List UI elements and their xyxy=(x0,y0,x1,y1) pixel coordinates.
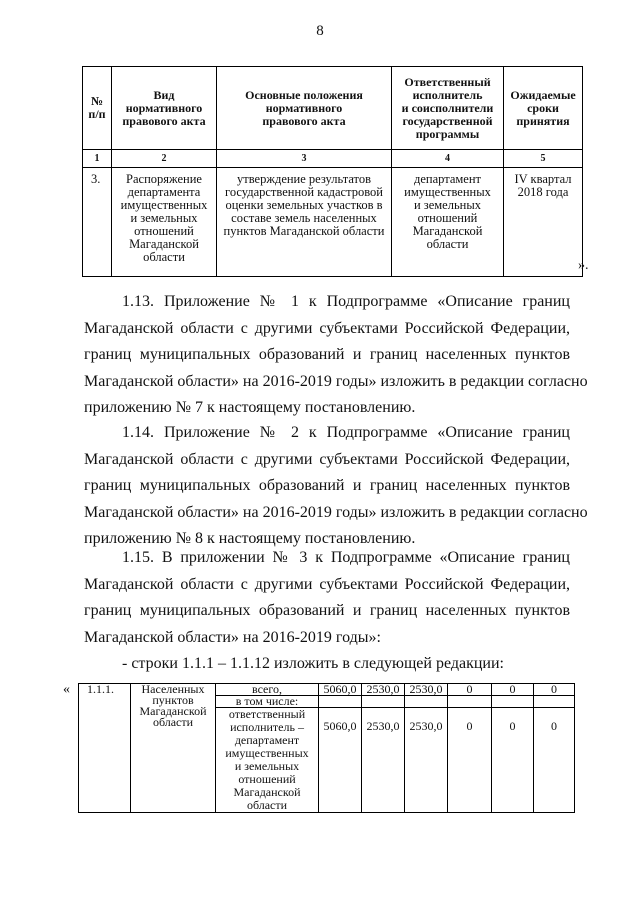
header-act-type: Вид нормативного правового акта xyxy=(112,67,217,150)
header-provisions: Основные положения нормативного правового акта xyxy=(217,67,392,150)
header-executor: Ответственный исполнитель и соисполнители государственной программы xyxy=(392,67,504,150)
paragraph-lines-instruction: - строки 1.1.1 – 1.1.12 изложить в следующей редакции: xyxy=(122,655,504,672)
page-number: 8 xyxy=(316,23,324,39)
table-row xyxy=(83,168,583,277)
table-row: 1.1.1. Населенных пунктов Магаданской области всего, 5060,0 2530,0 2530,0 0 0 0 xyxy=(79,684,575,696)
row-label-including: в том числе: xyxy=(216,696,319,708)
funding-table xyxy=(78,683,575,813)
header-term: Ожидаемые сроки принятия xyxy=(504,67,583,150)
row-label-total: всего, xyxy=(216,684,319,696)
paragraph-1-15: 1.15. В приложении № 3 к Подпрограмме «Описание границ Магаданской области с другими субъектами Российской Федерации, границ муниципальных образований и границ населенных пунктов Магаданской области» на 2016-2019 годы»: xyxy=(84,549,570,646)
row-term: IV квартал 2018 года xyxy=(504,168,583,277)
closing-quote-mark: ». xyxy=(578,258,589,273)
paragraph-1-13: 1.13. Приложение № 1 к Подпрограмме «Описание границ Магаданской области с другими субъектами Российской Федерации, границ муниципальных образований и границ населенных пунктов Магаданской области» на 2016-2019 годы» изложить в редакции согласно приложению № 7 к настоящему постановлению. xyxy=(84,293,588,416)
row-provisions: утверждение результатов государственной кадастровой оценки земельных участков в составе земель населенных пунктов Магаданской области xyxy=(217,168,392,277)
column-number-row: 1 2 3 4 5 xyxy=(83,150,583,168)
row-act-type: Распоряжение департамента имущественных и земельных отношений Магаданской области xyxy=(112,168,217,277)
table-header-row xyxy=(83,67,583,150)
header-number: № п/п xyxy=(83,67,112,150)
row-number: 3. xyxy=(83,168,112,277)
row-code: 1.1.1. xyxy=(79,684,131,813)
row-label-executor: ответственный исполнитель – департамент имущественных и земельных отношений Магаданской области xyxy=(216,708,319,813)
row-name: Населенных пунктов Магаданской области xyxy=(131,684,216,813)
opening-quote-mark: « xyxy=(63,682,70,697)
paragraph-1-14: 1.14. Приложение № 2 к Подпрограмме «Описание границ Магаданской области с другими субъектами Российской Федерации, границ муниципальных образований и границ населенных пунктов Магаданской области» на 2016-2019 годы» изложить в редакции согласно приложению № 8 к настоящему постановлению. xyxy=(84,424,588,547)
table-row: ответственный исполнитель – департамент имущественных и земельных отношений Магаданской области 5060,0 2530,0 2530,0 0 0 0 xyxy=(79,708,575,813)
legal-acts-table xyxy=(82,66,583,277)
row-executor: департамент имущественных и земельных отношений Магаданской области xyxy=(392,168,504,277)
